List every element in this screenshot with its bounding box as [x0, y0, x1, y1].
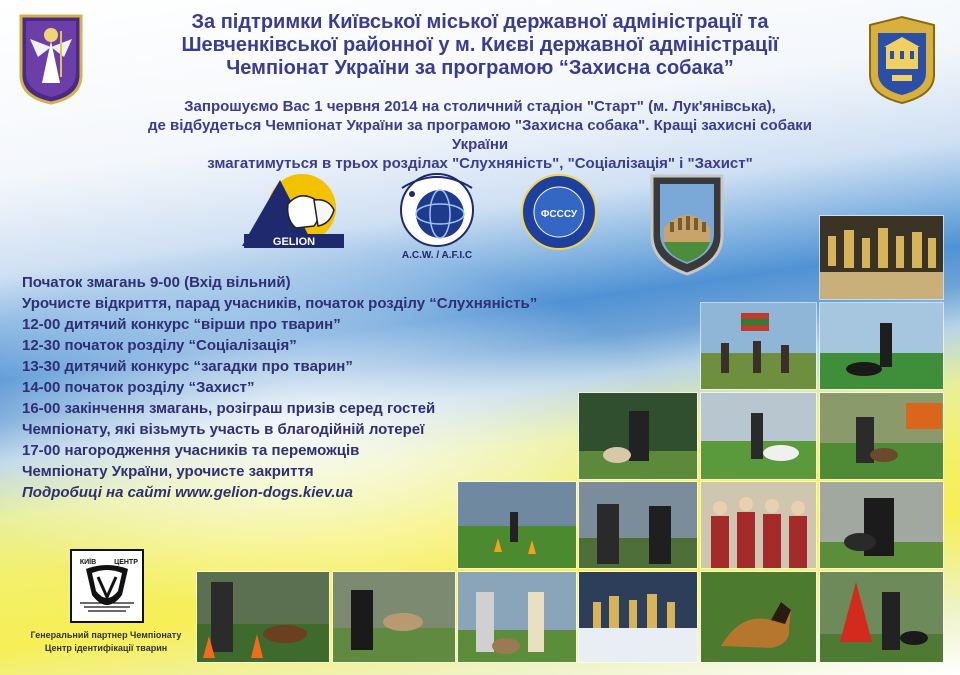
photo-protection-work-2 [819, 392, 944, 480]
schedule-item: 17-00 нагородження учасників та переможців [22, 442, 360, 459]
photo-trophy-table [578, 571, 698, 663]
acw-afic-caption: A.C.W. / A.F.I.C [401, 250, 473, 261]
photo-folk-costumes [700, 481, 817, 569]
photo-flag-parade [700, 302, 817, 390]
photo-judges [578, 481, 698, 569]
schedule-item: 13-30 дитячий конкурс “загадки про тварин” [22, 358, 353, 375]
photo-stadium-ring [457, 481, 577, 569]
gelion-logo [240, 170, 350, 250]
header-line-2: Шевченківської районної у м. Києві державної адміністрації [181, 34, 779, 56]
kyiv-coat-of-arms-icon [18, 13, 84, 105]
photo-red-blind [819, 571, 944, 663]
invite-line-2: де відбудеться Чемпіонат України за програмою "Захисна собака". Кращі захисні собаки України [147, 117, 813, 153]
schedule-item: 12-00 дитячий конкурс “вірши про тварин” [22, 316, 341, 333]
schedule-item: Урочисте відкриття, парад учасників, початок розділу “Слухняність” [22, 295, 538, 312]
schedule-item: Чемпіонату України, урочисте закриття [22, 463, 314, 480]
photo-awarding [457, 571, 577, 663]
header-line-1: За підтримки Київської міської державної адміністрації та [191, 11, 769, 33]
fsssu-logo-text: ФСССУ [540, 209, 578, 220]
photo-bite-suit [819, 481, 944, 569]
header [120, 11, 840, 80]
colosseum-shield-logo [648, 172, 726, 276]
photo-shepherd-dog [700, 571, 817, 663]
photo-protection-work-1 [578, 392, 698, 480]
fsssu-logo [520, 173, 598, 251]
invite-line-1: Запрошуємо Вас 1 червня 2014 на столичний стадіон "Старт" (м. Лук'янівська), [184, 98, 776, 115]
partner-logo-text-right: ЦЕНТР [114, 559, 138, 566]
header-line-3: Чемпіонат України за програмою “Захисна собака” [226, 57, 734, 79]
acw-afic-logo [382, 168, 492, 264]
invite-line-3: змагатимуться в трьох розділах "Слухняність", "Соціалізація" і "Захист" [207, 155, 753, 172]
photo-dog-heel [819, 302, 944, 390]
schedule-item: 16-00 закінчення змагань, розіграш призів серед гостей [22, 400, 436, 417]
gelion-logo-text: GELION [272, 236, 316, 248]
schedule-item: 12-30 початок розділу “Соціалізація” [22, 337, 297, 354]
schedule-item: Початок змагань 9-00 (Вхід вільний) [22, 274, 291, 291]
photo-cones-dog [196, 571, 330, 663]
partner-caption-1: Генеральний партнер Чемпіонату [30, 630, 182, 640]
partner-caption-2: Центр ідентифікації тварин [44, 643, 168, 653]
schedule-item: 14-00 початок розділу “Захист” [22, 379, 255, 396]
photo-dog-with-handler [700, 392, 817, 480]
district-coat-of-arms-icon [862, 13, 942, 105]
partner-logo [70, 549, 144, 623]
partner-logo-text-left: КИЇВ [79, 559, 97, 566]
schedule [22, 272, 582, 503]
invitation [120, 97, 840, 173]
photo-trophies [819, 215, 944, 300]
photo-attack-exercise [332, 571, 456, 663]
schedule-item: Чемпіонату, які візьмуть участь в благодійній лотереї [22, 421, 425, 438]
website-link[interactable]: Подробиці на сайті www.gelion-dogs.kiev.ua [22, 484, 353, 501]
